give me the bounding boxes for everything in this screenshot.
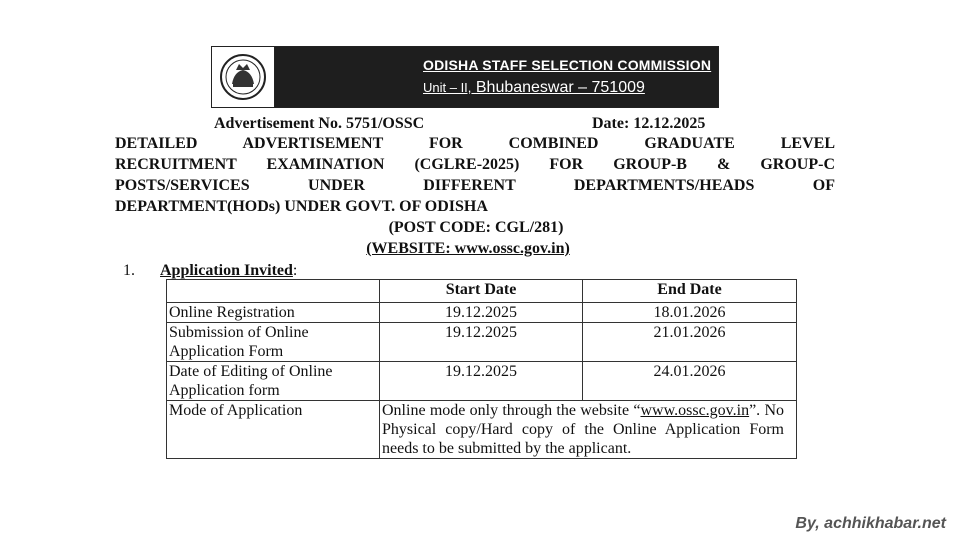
- table-row: [167, 362, 797, 401]
- row-label: Date of Editing of Online Application form: [167, 362, 380, 401]
- heading-line-2: RECRUITMENT EXAMINATION (CGLRE-2025) FOR GROUP-B & GROUP-C: [115, 156, 835, 173]
- mode-label: Mode of Application: [167, 401, 380, 459]
- commission-banner: [211, 46, 719, 108]
- row-end-date: 21.01.2026: [583, 323, 797, 362]
- website-line: (WEBSITE: www.ossc.gov.in): [366, 240, 570, 257]
- table-row: [167, 303, 797, 323]
- banner-city: Bhubaneswar – 751009: [471, 79, 645, 96]
- watermark: By, achhikhabar.net: [795, 515, 946, 532]
- row-label: Online Registration: [167, 303, 380, 323]
- heading-line-3: POSTS/SERVICES UNDER DIFFERENT DEPARTMENTS/HEADS OF: [115, 177, 835, 194]
- section-heading: [123, 262, 297, 280]
- header-start-date: Start Date: [380, 280, 583, 303]
- header-end-date: End Date: [583, 280, 797, 303]
- mode-text-before: Online mode only through the website “: [382, 402, 641, 419]
- banner-title: ODISHA STAFF SELECTION COMMISSION: [423, 57, 712, 73]
- row-end-date: 24.01.2026: [583, 362, 797, 401]
- table-header-row: [167, 280, 797, 303]
- application-dates-table: [166, 279, 797, 459]
- heading-line-1: DETAILED ADVERTISEMENT FOR COMBINED GRADUATE LEVEL: [115, 135, 835, 152]
- banner-address: [423, 79, 718, 97]
- row-end-date: 18.01.2026: [583, 303, 797, 323]
- website-link[interactable]: www.ossc.gov.in: [640, 402, 750, 419]
- section-colon: :: [292, 262, 298, 279]
- mode-description: [380, 401, 797, 459]
- table-row-mode: [167, 401, 797, 459]
- banner-unit: Unit – II,: [423, 80, 472, 95]
- heading-line-4: DEPARTMENT(HODs) UNDER GOVT. OF ODISHA: [115, 198, 488, 215]
- advertisement-number: Advertisement No. 5751/OSSC: [214, 115, 425, 132]
- row-start-date: 19.12.2025: [380, 323, 583, 362]
- advertisement-heading: [115, 133, 835, 217]
- row-start-date: 19.12.2025: [380, 362, 583, 401]
- row-label: Submission of Online Application Form: [167, 323, 380, 362]
- header-cell-blank: [167, 280, 380, 303]
- table-row: [167, 323, 797, 362]
- advertisement-date: Date: 12.12.2025: [592, 115, 706, 132]
- section-label: Application Invited: [160, 262, 293, 279]
- section-number: 1.: [123, 262, 135, 279]
- row-start-date: 19.12.2025: [380, 303, 583, 323]
- mode-text-after: ”. No Physical copy/Hard copy of the Online Application Form needs to be submitted by the applicant.: [382, 402, 785, 457]
- post-code: (POST CODE: CGL/281): [388, 219, 564, 236]
- odisha-emblem-icon: [212, 47, 275, 107]
